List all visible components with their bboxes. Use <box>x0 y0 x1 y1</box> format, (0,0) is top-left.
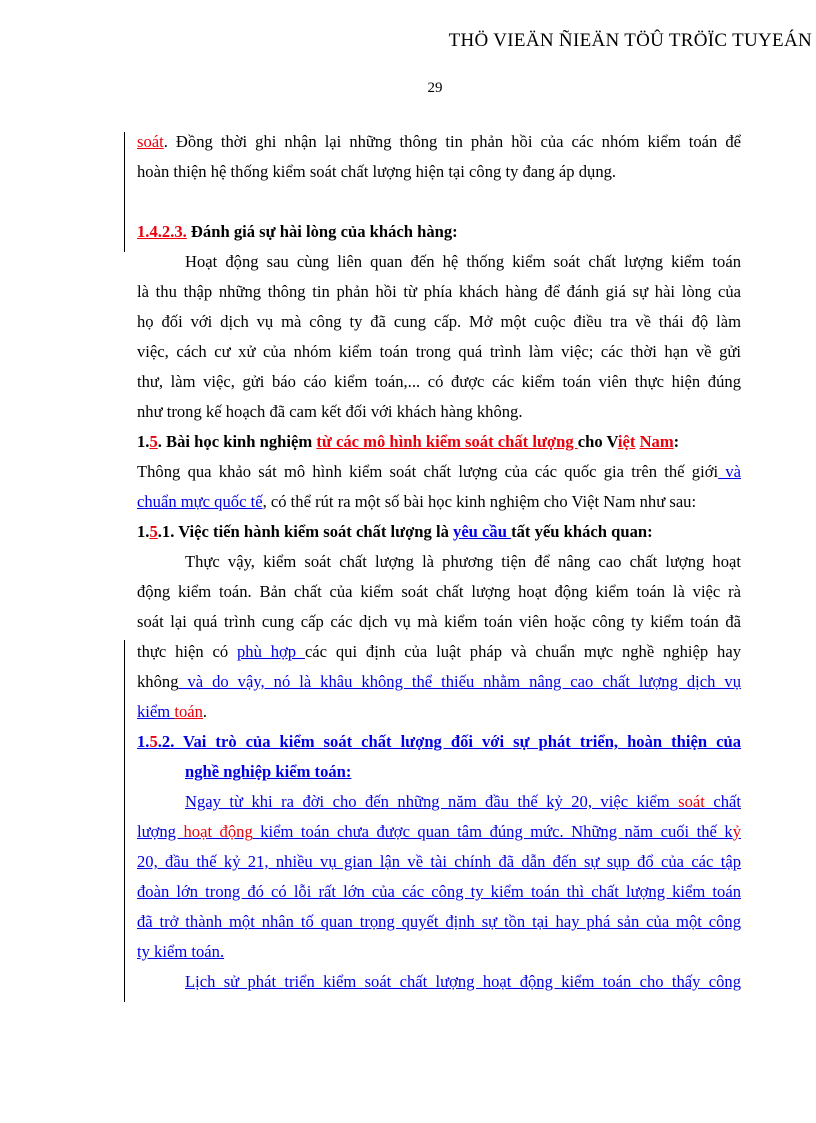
tracked-insertion: am <box>651 432 674 451</box>
paragraph-line <box>137 702 741 722</box>
paragraph-line: động kiểm toán. Bản chất của kiểm soát chất lượng hoạt động kiểm toán là việc rà <box>137 582 741 601</box>
change-bar <box>124 640 125 1002</box>
change-bar <box>124 132 125 194</box>
tracked-insertion: soát <box>137 132 164 151</box>
text-run: . Đồng thời ghi nhận lại những thông tin phản hồi của các nhóm kiểm toán để <box>163 132 741 151</box>
text-run: Ngay từ khi ra đời cho đến những năm đầu thế kỷ 20, việc kiểm <box>185 792 679 811</box>
section-heading-1-5-1 <box>137 522 741 542</box>
paragraph-line <box>137 492 741 512</box>
paragraph-line: thư, làm việc, gửi báo cáo kiểm toán,... có được các kiểm toán viên thực hiện đúng <box>137 372 741 391</box>
tracked-insertion: 5 <box>149 432 158 451</box>
text-run: lượng <box>137 822 184 841</box>
paragraph-line: Lịch sử phát triển kiểm soát chất lượng hoạt động kiểm toán cho thấy công <box>185 972 741 991</box>
tracked-insertion: và do vậy, nó là khâu không thể thiếu nhằm nâng cao chất lượng dịch vụ <box>178 672 741 691</box>
text-run: . <box>202 702 208 721</box>
page-header-title: THÖ VIEÄN ÑIEÄN TÖÛ TRÖÏC TUYEÁN <box>448 30 812 51</box>
tracked-insertion: toán <box>174 702 203 721</box>
tracked-insertion: 5 <box>149 732 158 751</box>
paragraph-line: Hoạt động sau cùng liên quan đến hệ thống kiểm soát chất lượng kiểm toán <box>185 252 741 271</box>
paragraph-line: việc, cách cư xử của nhóm kiểm toán trong quá trình làm việc; các thời hạn về gửi <box>137 342 741 361</box>
paragraph-line: họ đối với dịch vụ mà công ty đã cung cấp. Mở một cuộc điều tra về thái độ làm <box>137 312 741 331</box>
tracked-insertion: 5 <box>149 522 158 541</box>
text-run: cho V <box>577 432 618 451</box>
section-heading-1-5 <box>137 432 741 452</box>
section-heading-1-5-2 <box>137 732 741 752</box>
paragraph-line <box>137 822 741 842</box>
text-run: : <box>673 432 680 451</box>
tracked-insertion: N <box>639 432 652 451</box>
text-run: 1. <box>137 732 150 751</box>
heading-number: 1.4.2.3. <box>137 222 187 241</box>
text-run: kiểm toán chưa được quan tâm đúng mức. Những năm cuối thế k <box>252 822 733 841</box>
paragraph-line: 20, đầu thế kỷ 21, nhiều vụ gian lận về tài chính đã dẫn đến sự sụp đổ của các tập <box>137 852 741 871</box>
page-number: 29 <box>427 80 443 96</box>
paragraph-line: đoàn lớn trong đó có lỗi rất lớn của các công ty kiểm toán thì chất lượng kiểm toán <box>137 882 741 901</box>
paragraph-line: là thu thập những thông tin phản hồi từ phía khách hàng để đánh giá sự hài lòng của <box>137 282 741 301</box>
heading-text: Đánh giá sự hài lòng của khách hàng: <box>186 222 458 241</box>
paragraph-line <box>137 792 741 812</box>
paragraph-line: như trong kế hoạch đã cam kết đối với khách hàng không. <box>137 402 523 421</box>
text-run: , có thể rút ra một số bài học kinh nghiệm cho Việt Nam như sau: <box>262 492 697 511</box>
paragraph-line <box>137 672 741 692</box>
text-run: . Bài học kinh nghiệm <box>157 432 317 451</box>
paragraph-line: ty kiểm toán. <box>137 942 225 961</box>
change-bar <box>124 192 125 252</box>
tracked-insertion: và <box>718 462 741 481</box>
paragraph-line <box>137 132 741 152</box>
paragraph-line: Thực vậy, kiểm soát chất lượng là phương tiện để nâng cao chất lượng hoạt <box>185 552 741 571</box>
text-run: 1. <box>137 522 150 541</box>
tracked-insertion: kiểm <box>137 702 175 721</box>
section-heading-1-4-2-3 <box>137 222 741 242</box>
tracked-insertion: từ các mô hình kiểm soát chất lượng <box>316 432 578 451</box>
paragraph-line <box>137 642 741 662</box>
section-heading-1-5-2-cont: nghề nghiệp kiểm toán: <box>185 762 352 781</box>
tracked-insertion: iệt <box>617 432 636 451</box>
text-run: 1. <box>137 432 150 451</box>
tracked-insertion: ỷ <box>732 822 741 841</box>
tracked-insertion: chuẩn mực quốc tế <box>137 492 263 511</box>
text-run: .2. Vai trò của kiểm soát chất lượng đối với sự phát triển, hoàn thiện của <box>157 732 741 751</box>
text-run: thực hiện có <box>137 642 237 661</box>
tracked-insertion: hoạt động <box>183 822 253 841</box>
paragraph-line: đã trở thành một nhân tố quan trọng quyết định sự tồn tại hay phá sản của một công <box>137 912 741 931</box>
tracked-insertion: phù hợp <box>237 642 305 661</box>
text-run: Thông qua khảo sát mô hình kiểm soát chất lượng của các quốc gia trên thế giới <box>137 462 719 481</box>
text-run: chất <box>704 792 741 811</box>
tracked-insertion: yêu cầu <box>453 522 512 541</box>
text-run: tất yếu khách quan: <box>511 522 653 541</box>
paragraph-line: hoàn thiện hệ thống kiểm soát chất lượng hiện tại công ty đang áp dụng. <box>137 162 617 181</box>
paragraph-line: soát lại quá trình cung cấp các dịch vụ mà kiểm toán viên hoặc công ty kiểm toán đã <box>137 612 741 631</box>
paragraph-line <box>137 462 741 482</box>
text-run: .1. Việc tiến hành kiểm soát chất lượng là <box>157 522 454 541</box>
tracked-insertion: soát <box>678 792 705 811</box>
text-run: các qui định của luật pháp và chuẩn mực nghề nghiệp hay <box>304 642 741 661</box>
text-run: không <box>137 672 179 691</box>
